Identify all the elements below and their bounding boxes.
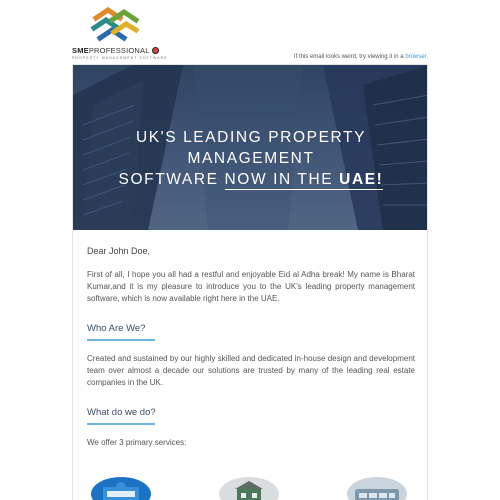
- hero-headline: [73, 127, 428, 190]
- section-what-we-do: [87, 407, 415, 449]
- hero-line-2-underlined: [225, 171, 384, 190]
- view-in-browser-link[interactable]: browser.: [405, 54, 428, 60]
- section-text: We offer 3 primary services:: [87, 438, 187, 447]
- section-heading: What do we do?: [87, 407, 156, 418]
- service-image-2[interactable]: [219, 477, 279, 500]
- section-who-are-we: [87, 323, 415, 389]
- hero-line-2-b: NOW IN THE: [224, 171, 334, 188]
- email-body: [87, 245, 415, 461]
- section-text: Created and sustained by our highly skilled and dedicated in-house design and development team over almost a decade our solutions are trusted by many of the leading real estate companies in the UK.: [87, 354, 415, 387]
- brand-tagline: PROPERTY MANAGEMENT SOFTWARE: [72, 56, 168, 60]
- section-heading: Who Are We?: [87, 323, 146, 334]
- building-icon: [219, 477, 279, 500]
- puzzle-icon: [91, 477, 151, 500]
- keyboard-icon: [347, 477, 407, 500]
- hero-line-2-uae: UAE!: [339, 171, 384, 188]
- greeting: Dear John Doe,: [87, 246, 151, 256]
- hero-line-2: [119, 169, 384, 190]
- brand-name-bold: SME: [72, 46, 89, 55]
- brand-name-rest: PROFESSIONAL: [88, 46, 150, 55]
- brand-wordmark[interactable]: [72, 46, 168, 60]
- service-image-1[interactable]: [91, 477, 151, 500]
- heading-underline: [87, 339, 155, 341]
- heading-underline: [87, 423, 155, 425]
- intro-paragraph: First of all, I hope you all had a restful and enjoyable Eid al Adha break! My name is Bharat Kumar,and it is my pleasure to introduce you to the UK's leading property management software, which is now available right here in the UAE.: [87, 270, 415, 303]
- hero-banner: [73, 65, 428, 230]
- hero-line-1: UK'S LEADING PROPERTY MANAGEMENT: [135, 129, 367, 167]
- email-card: [72, 64, 428, 500]
- flag-icon: [152, 47, 159, 54]
- view-in-browser-note: [294, 54, 428, 60]
- hero-line-2-a: SOFTWARE: [118, 171, 219, 188]
- service-image-3[interactable]: [347, 477, 407, 500]
- services-row: [73, 469, 428, 500]
- sme-logo-icon: [86, 6, 140, 50]
- view-in-browser-text: If this email looks weird, try viewing it in a: [293, 54, 404, 60]
- email-header: [0, 0, 500, 64]
